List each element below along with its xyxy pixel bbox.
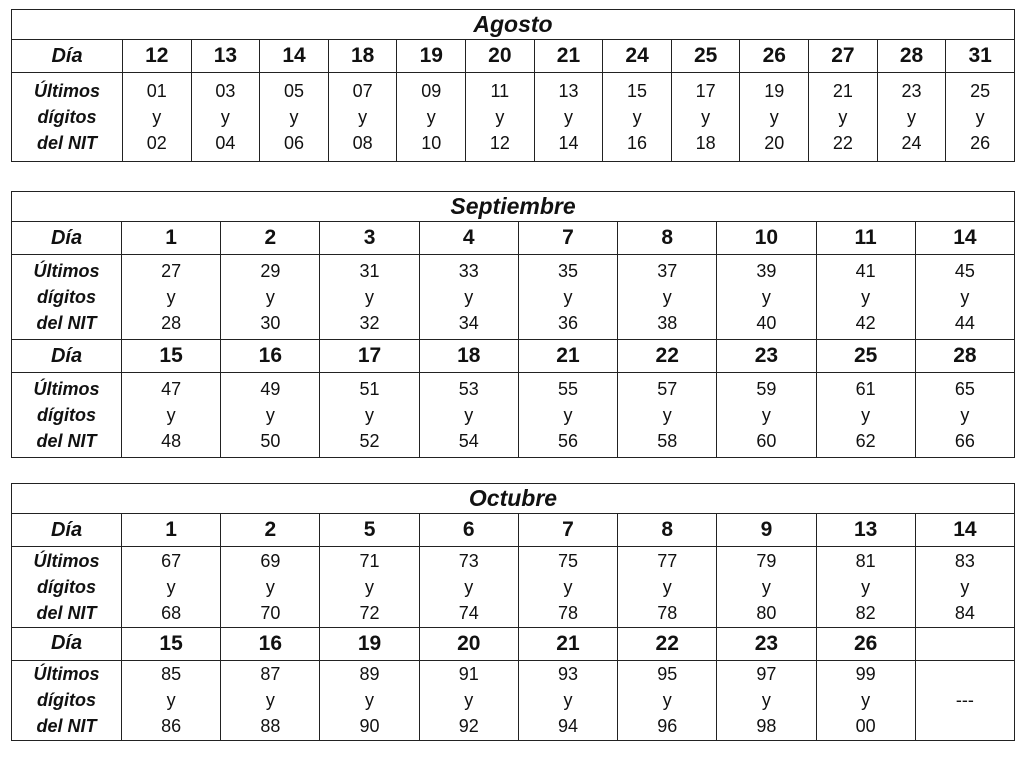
digits-label-line: dígitos	[37, 690, 96, 711]
day-row	[12, 40, 1015, 73]
day-cell: 18	[328, 40, 397, 73]
nit-range-cell	[816, 660, 915, 741]
day-cell: 4	[419, 222, 518, 255]
nit-range-joiner: y	[464, 576, 474, 597]
nit-range-cell	[618, 255, 717, 340]
day-cell	[915, 627, 1014, 660]
nit-range-joiner: y	[166, 287, 176, 307]
nit-range-joiner: y	[761, 405, 771, 425]
nit-range-start: 71	[359, 550, 380, 571]
day-cell: 19	[320, 627, 419, 660]
nit-range-cell	[671, 73, 740, 162]
day-cell: 1	[122, 514, 221, 547]
day-cell: 1	[122, 222, 221, 255]
day-cell: 22	[618, 340, 717, 373]
nit-range-cell	[320, 547, 419, 628]
nit-range-cell	[419, 660, 518, 741]
day-cell: 31	[946, 40, 1015, 73]
day-cell: 18	[419, 340, 518, 373]
day-cell: 9	[717, 514, 816, 547]
nit-range-cell	[397, 73, 466, 162]
nit-range-cell	[618, 660, 717, 741]
nit-range-joiner: y	[365, 690, 375, 711]
nit-range-joiner: y	[426, 107, 436, 127]
nit-range-end: 70	[260, 602, 281, 623]
day-cell: 17	[320, 340, 419, 373]
nit-range-start: 25	[970, 81, 991, 101]
nit-range-cell	[618, 547, 717, 628]
nit-range-cell	[122, 255, 221, 340]
digits-label-line: dígitos	[37, 107, 97, 127]
day-cell: 6	[419, 514, 518, 547]
nit-range-end: 30	[260, 313, 281, 333]
day-cell: 13	[816, 514, 915, 547]
nit-range-joiner: y	[769, 107, 779, 127]
august-table	[11, 9, 1015, 162]
nit-range-end: 50	[260, 431, 281, 451]
digits-label-line: Últimos	[33, 664, 100, 685]
day-cell: 3	[320, 222, 419, 255]
nit-range-cell	[877, 73, 946, 162]
nit-range-joiner: y	[265, 287, 275, 307]
nit-range-start: 87	[260, 664, 281, 685]
nit-range-joiner: y	[761, 690, 771, 711]
nit-range-end: 98	[756, 716, 777, 737]
nit-range-joiner: y	[563, 107, 573, 127]
nit-range-cell	[717, 660, 816, 741]
day-cell: 14	[915, 514, 1014, 547]
nit-range-cell	[221, 373, 320, 458]
digits-label	[12, 547, 122, 628]
nit-range-joiner: y	[563, 690, 573, 711]
nit-range-end: 18	[695, 133, 716, 153]
nit-range-cell	[603, 73, 672, 162]
nit-range-start: 53	[458, 379, 479, 399]
nit-range-cell	[419, 373, 518, 458]
nit-range-start: 01	[146, 81, 167, 101]
nit-range-cell	[915, 373, 1014, 458]
nit-range-cell	[328, 73, 397, 162]
nit-range-joiner: y	[495, 107, 505, 127]
nit-range-cell	[320, 255, 419, 340]
day-cell: 8	[618, 222, 717, 255]
nit-range-joiner: y	[861, 690, 871, 711]
nit-range-joiner: y	[975, 107, 985, 127]
nit-range-start: 89	[359, 664, 380, 685]
nit-range-start: 59	[756, 379, 777, 399]
month-title: Agosto	[12, 10, 1015, 40]
nit-range-end: 74	[458, 602, 479, 623]
nit-range-joiner: y	[464, 405, 474, 425]
day-cell: 26	[740, 40, 809, 73]
nit-range-cell	[717, 373, 816, 458]
nit-range-cell	[946, 73, 1015, 162]
day-cell: 26	[816, 627, 915, 660]
nit-range-cell	[466, 73, 535, 162]
digits-label-line: Últimos	[33, 379, 100, 399]
nit-range-joiner: y	[701, 107, 711, 127]
nit-range-start: 85	[161, 664, 182, 685]
nit-range-joiner: y	[861, 405, 871, 425]
day-cell: 2	[221, 222, 320, 255]
day-cell: 28	[915, 340, 1014, 373]
nit-range-cell	[419, 255, 518, 340]
nit-range-end: 08	[352, 133, 373, 153]
nit-range-end: 34	[458, 313, 479, 333]
day-cell: 10	[717, 222, 816, 255]
digits-label-line: Últimos	[33, 261, 100, 281]
nit-range-end: 12	[489, 133, 510, 153]
day-row	[12, 222, 1015, 255]
nit-range-end: 68	[161, 602, 182, 623]
nit-range-joiner: y	[662, 287, 672, 307]
nit-range-start: 45	[954, 261, 975, 281]
digits-row	[12, 255, 1015, 340]
digits-label-line: Últimos	[33, 81, 100, 101]
nit-range-cell	[221, 660, 320, 741]
month-title: Septiembre	[12, 192, 1015, 222]
day-cell: 28	[877, 40, 946, 73]
nit-range-start: 41	[855, 261, 876, 281]
nit-range-start: 67	[161, 550, 182, 571]
nit-range-end: 54	[458, 431, 479, 451]
nit-range-end: 44	[954, 313, 975, 333]
nit-range-end: 84	[954, 602, 975, 623]
nit-range-start: 81	[855, 550, 876, 571]
nit-range-end: 20	[764, 133, 785, 153]
digits-label-line: Últimos	[33, 550, 100, 571]
day-row	[12, 514, 1015, 547]
digits-label-line: del NIT	[36, 133, 97, 153]
nit-range-start: 05	[284, 81, 305, 101]
nit-range-end: 86	[161, 716, 182, 737]
nit-range-joiner: y	[265, 690, 275, 711]
nit-range-end: 78	[557, 602, 578, 623]
day-cell: 15	[122, 627, 221, 660]
day-cell: 16	[221, 627, 320, 660]
nit-range-start: 99	[855, 664, 876, 685]
nit-range-end: 96	[657, 716, 678, 737]
nit-range-end: 14	[558, 133, 579, 153]
day-header-label: Día	[12, 514, 122, 547]
nit-range-joiner: y	[563, 287, 573, 307]
nit-range-start: 91	[458, 664, 479, 685]
day-cell: 14	[915, 222, 1014, 255]
nit-range-joiner: y	[152, 107, 162, 127]
nit-range-joiner: y	[632, 107, 642, 127]
digits-label	[12, 73, 123, 162]
nit-range-end: 10	[421, 133, 442, 153]
day-cell: 14	[260, 40, 329, 73]
nit-range-joiner: y	[265, 576, 275, 597]
nit-range-cell	[717, 547, 816, 628]
nit-range-end: 24	[901, 133, 922, 153]
digits-label-line: del NIT	[36, 313, 97, 333]
nit-range-end: 72	[359, 602, 380, 623]
nit-range-start: 97	[756, 664, 777, 685]
nit-range-cell	[123, 73, 192, 162]
digits-row	[12, 73, 1015, 162]
digits-row	[12, 660, 1015, 741]
nit-range-start: 47	[161, 379, 182, 399]
day-cell: 5	[320, 514, 419, 547]
day-cell: 15	[122, 340, 221, 373]
nit-range-cell	[915, 547, 1014, 628]
nit-range-start: 19	[764, 81, 785, 101]
nit-range-cell	[191, 73, 260, 162]
nit-range-start: 35	[557, 261, 578, 281]
nit-range-cell	[518, 660, 617, 741]
nit-range-cell	[740, 73, 809, 162]
day-cell: 21	[518, 340, 617, 373]
day-cell: 22	[618, 627, 717, 660]
nit-range-start: 11	[490, 81, 510, 101]
nit-range-joiner: y	[166, 576, 176, 597]
nit-range-cell	[915, 255, 1014, 340]
september-table	[11, 191, 1015, 458]
nit-range-start: 51	[359, 379, 380, 399]
nit-range-joiner: y	[761, 287, 771, 307]
nit-range-cell	[816, 373, 915, 458]
nit-range-cell	[419, 547, 518, 628]
nit-range-end: 00	[855, 716, 876, 737]
nit-range-cell	[809, 73, 878, 162]
nit-range-cell	[518, 373, 617, 458]
nit-range-start: 15	[627, 81, 648, 101]
nit-range-cell	[816, 547, 915, 628]
day-cell: 27	[809, 40, 878, 73]
nit-range-joiner: y	[365, 405, 375, 425]
nit-range-end: 60	[756, 431, 777, 451]
nit-range-start: 07	[352, 81, 373, 101]
day-cell: 20	[419, 627, 518, 660]
nit-range-end: 06	[284, 133, 305, 153]
nit-range-cell	[320, 373, 419, 458]
nit-range-joiner: y	[358, 107, 368, 127]
nit-range-end: 28	[161, 313, 182, 333]
digits-label-line: del NIT	[36, 431, 97, 451]
nit-range-start: 31	[359, 261, 380, 281]
nit-range-start: 75	[557, 550, 578, 571]
nit-range-cell	[320, 660, 419, 741]
nit-range-cell	[816, 255, 915, 340]
nit-range-end: 58	[657, 431, 678, 451]
nit-range-cell	[518, 547, 617, 628]
digits-label	[12, 660, 122, 741]
nit-range-cell	[518, 255, 617, 340]
nit-range-start: 03	[215, 81, 236, 101]
day-cell: 24	[603, 40, 672, 73]
nit-range-end: 04	[215, 133, 236, 153]
nit-range-start: 21	[832, 81, 853, 101]
nit-range-joiner: y	[861, 287, 871, 307]
day-cell: 13	[191, 40, 260, 73]
nit-range-start: 13	[558, 81, 579, 101]
nit-range-end: 40	[756, 313, 777, 333]
nit-range-end: 90	[359, 716, 380, 737]
october-table	[11, 483, 1015, 741]
day-row	[12, 627, 1015, 660]
nit-range-end: 02	[146, 133, 167, 153]
nit-range-start: 33	[458, 261, 479, 281]
nit-range-joiner: y	[464, 690, 474, 711]
nit-range-cell	[618, 373, 717, 458]
nit-range-start: 27	[161, 261, 182, 281]
nit-range-end: 32	[359, 313, 380, 333]
day-cell: 7	[518, 514, 617, 547]
nit-range-end: 66	[954, 431, 975, 451]
nit-range-joiner: y	[563, 405, 573, 425]
nit-range-cell	[221, 255, 320, 340]
nit-range-joiner: y	[861, 576, 871, 597]
digits-label-line: dígitos	[37, 405, 96, 425]
nit-range-joiner: y	[166, 690, 176, 711]
nit-range-start: 39	[756, 261, 777, 281]
nit-range-end: 92	[458, 716, 479, 737]
day-header-label: Día	[12, 340, 122, 373]
nit-range-start: 65	[954, 379, 975, 399]
nit-range-end: 22	[832, 133, 853, 153]
day-cell: 21	[534, 40, 603, 73]
nit-range-end: 82	[855, 602, 876, 623]
nit-range-joiner: y	[166, 405, 176, 425]
day-cell: 23	[717, 627, 816, 660]
digits-row	[12, 547, 1015, 628]
nit-range-cell	[260, 73, 329, 162]
nit-range-start: 09	[421, 81, 442, 101]
nit-range-start: 37	[657, 261, 678, 281]
day-cell: 25	[816, 340, 915, 373]
nit-range-joiner: y	[563, 576, 573, 597]
nit-range-cell	[122, 660, 221, 741]
nit-range-joiner: y	[761, 576, 771, 597]
digits-label-line: dígitos	[37, 287, 96, 307]
nit-range-joiner: y	[662, 405, 672, 425]
day-cell: 19	[397, 40, 466, 73]
nit-range-joiner: y	[662, 576, 672, 597]
nit-range-joiner: y	[662, 690, 672, 711]
nit-range-start: 23	[901, 81, 922, 101]
day-header-label: Día	[12, 40, 123, 73]
day-header-label: Día	[12, 627, 122, 660]
nit-range-start: 57	[657, 379, 678, 399]
nit-range-start: 93	[557, 664, 578, 685]
nit-range-start: 73	[458, 550, 479, 571]
nit-range-joiner: y	[365, 287, 375, 307]
nit-range-joiner: y	[838, 107, 848, 127]
day-cell: 8	[618, 514, 717, 547]
nit-range-end: 52	[359, 431, 380, 451]
digits-label	[12, 255, 122, 340]
nit-range-end: 42	[855, 313, 876, 333]
nit-range-joiner: y	[365, 576, 375, 597]
day-row	[12, 340, 1015, 373]
nit-range-start: 95	[657, 664, 678, 685]
nit-range-end: 16	[627, 133, 648, 153]
nit-range-cell	[717, 255, 816, 340]
nit-range-start: 77	[657, 550, 678, 571]
nit-range-joiner: y	[960, 287, 970, 307]
nit-range-joiner: y	[220, 107, 230, 127]
day-cell: 16	[221, 340, 320, 373]
day-cell: 11	[816, 222, 915, 255]
nit-range-joiner: y	[960, 405, 970, 425]
nit-range-joiner: y	[289, 107, 299, 127]
nit-range-end: 26	[970, 133, 991, 153]
nit-range-end: 94	[557, 716, 578, 737]
day-cell: 7	[518, 222, 617, 255]
day-header-label: Día	[12, 222, 122, 255]
nit-range-end: 78	[657, 602, 678, 623]
day-cell: 23	[717, 340, 816, 373]
day-cell: 21	[518, 627, 617, 660]
nit-range-end: 48	[161, 431, 182, 451]
nit-range-cell	[534, 73, 603, 162]
nit-range-start: 17	[695, 81, 716, 101]
nit-range-end: 36	[557, 313, 578, 333]
nit-range-start: 61	[855, 379, 876, 399]
digits-label-line: del NIT	[36, 602, 97, 623]
nit-range-start: 83	[954, 550, 975, 571]
nit-range-joiner: y	[960, 576, 970, 597]
nit-range-joiner: y	[464, 287, 474, 307]
digits-label-line: del NIT	[36, 716, 97, 737]
nit-range-end: 62	[855, 431, 876, 451]
nit-range-joiner: y	[265, 405, 275, 425]
digits-row	[12, 373, 1015, 458]
day-cell: 12	[123, 40, 192, 73]
nit-range-start: 79	[756, 550, 777, 571]
nit-range-joiner: y	[907, 107, 916, 127]
day-cell: 20	[466, 40, 535, 73]
nit-range-end: 38	[657, 313, 678, 333]
digits-label-line: dígitos	[37, 576, 96, 597]
nit-range-start: 55	[557, 379, 578, 399]
nit-range-cell: ---	[915, 660, 1014, 741]
nit-range-start: 29	[260, 261, 281, 281]
nit-range-start: 49	[260, 379, 281, 399]
nit-range-end: 56	[557, 431, 578, 451]
day-cell: 2	[221, 514, 320, 547]
nit-range-cell	[122, 547, 221, 628]
nit-range-cell	[122, 373, 221, 458]
month-title: Octubre	[12, 484, 1015, 514]
nit-range-end: 80	[756, 602, 777, 623]
day-cell: 25	[671, 40, 740, 73]
nit-range-cell	[221, 547, 320, 628]
nit-range-end: 88	[260, 716, 281, 737]
digits-label	[12, 373, 122, 458]
nit-range-start: 69	[260, 550, 281, 571]
